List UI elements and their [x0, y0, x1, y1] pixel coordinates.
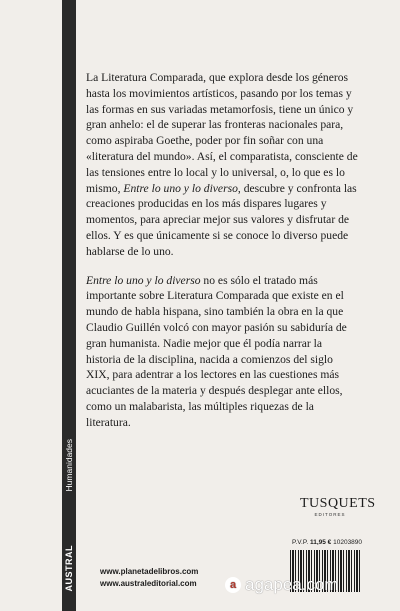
url-planeta[interactable]: www.planetadelibros.com: [100, 567, 199, 576]
watermark-text: agapea.com: [245, 575, 339, 594]
agapea-logo-icon: a: [225, 577, 241, 593]
publisher-logo: [300, 496, 376, 517]
price-value: 11,95 €: [309, 539, 332, 546]
spine-area: [0, 0, 64, 611]
back-cover-text: [86, 70, 358, 444]
book-title-italic: Entre lo uno y lo diverso: [123, 181, 238, 195]
logo-main: TUSQUETS: [300, 496, 376, 511]
publisher-urls: [100, 566, 198, 590]
paragraph-1: La Literatura Comparada, que explora desde los géneros hasta los movimientos artísticos, pasando por los temas y las formas en sus variadas metamorfosis, tiene un único y gran anhelo: el de superar las fronteras nacionales para, como aspiraba Goethe, poder por fin soñar con una «literatura del mundo». Así, el comparatista, consciente de las tensiones entre lo local y lo universal, o, lo que es lo mismo, Entre lo uno y lo diverso, descubre y confronta las creaciones producidas en los más dispares lugares y momentos, para apreciar mejor sus valores y disfrutar de ellos. Y es que únicamente si se conoce lo diverso puede hablarse de lo uno.: [86, 71, 358, 258]
brand-label: AUSTRAL: [64, 544, 74, 591]
price-line: [292, 539, 362, 546]
price-label: P.V.P.: [292, 539, 309, 546]
collection-label: Humanidades: [64, 438, 74, 491]
url-austral[interactable]: www.australeditorial.com: [100, 579, 197, 588]
logo-sub: EDITORES: [314, 512, 346, 517]
watermark: [225, 575, 339, 595]
spine-text: [62, 0, 76, 611]
paragraph-2: Entre lo uno y lo diverso no es sólo el tratado más importante sobre Literatura Comparada que existe en el mundo de habla hispana, sino también la obra en la que Claudio Guillén volcó con mayor pasión su sabiduría de gran humanista. Nadie mejor que él podía narrar la historia de la disciplina, nacida a comienzos del siglo XIX, para adentrar a los lectores en las cuestiones más acuciantes de la materia y después desplegar ante ellos, como un malabarista, las múltiples riquezas de la literatura.: [86, 273, 347, 429]
book-title-italic: Entre lo uno y lo diverso: [86, 273, 201, 287]
price-code: 10203890: [333, 539, 363, 546]
